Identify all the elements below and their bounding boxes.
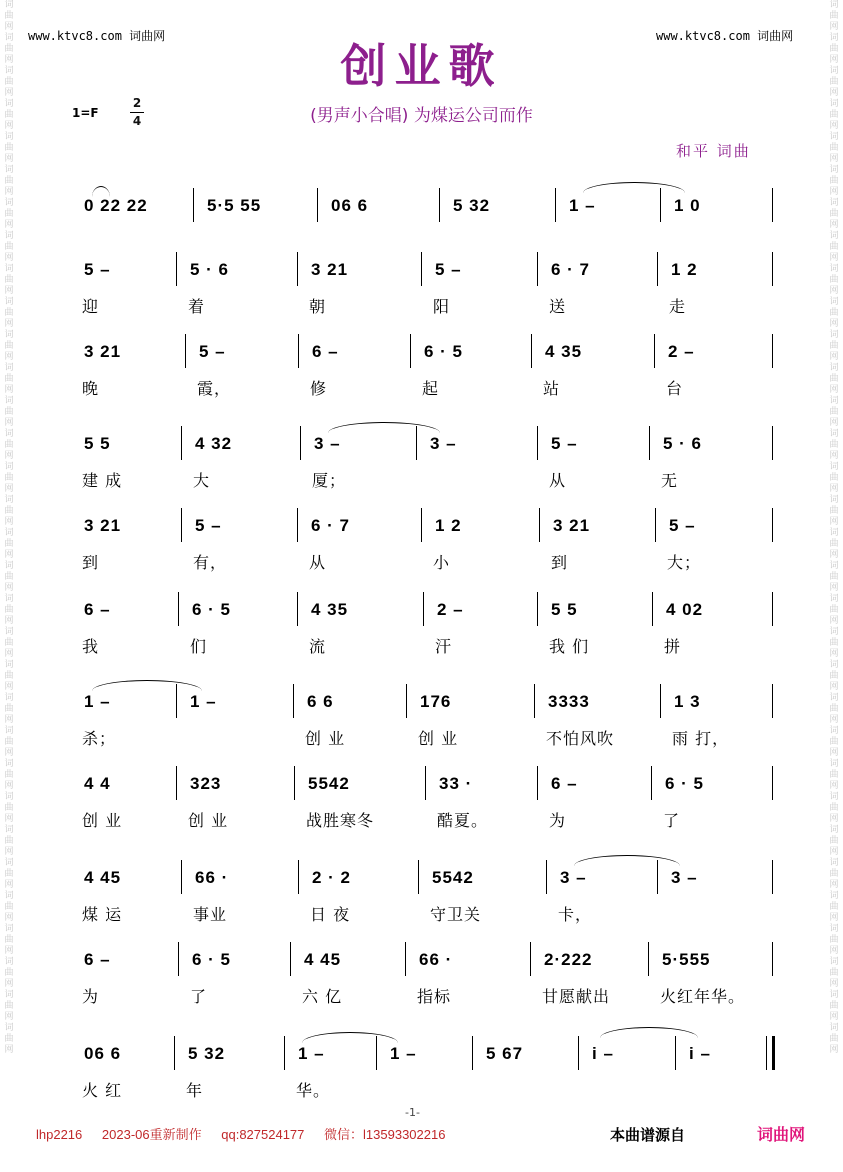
measure-notes: 4 4: [84, 774, 111, 793]
barline: [660, 684, 661, 718]
barline: [772, 188, 773, 222]
measure-notes: 6 · 5: [665, 774, 705, 793]
barline: [290, 942, 291, 976]
measure-notes: 5542: [308, 774, 350, 793]
barline: [772, 592, 773, 626]
measure-lyrics: 事业: [193, 905, 228, 924]
barline: [178, 942, 179, 976]
lyric-row: [0, 984, 843, 1014]
barline: [439, 188, 440, 222]
measure-notes: 5·5 55: [207, 196, 262, 215]
tie-slur: [583, 182, 685, 193]
measure-lyrics: 小: [433, 553, 451, 572]
measure-notes: 1 –: [569, 196, 596, 215]
measure-notes: 0 22 22: [84, 196, 148, 215]
barline: [421, 508, 422, 542]
footer-maker: lhp2216: [36, 1127, 83, 1142]
measure-notes: i –: [689, 1044, 711, 1063]
score-row: [0, 516, 843, 546]
measure-lyrics: 为: [549, 811, 567, 830]
measure-lyrics: 火红年华。: [660, 987, 746, 1006]
footer-qq: qq:827524177: [221, 1127, 305, 1142]
barline: [555, 188, 556, 222]
time-signature: [130, 96, 144, 129]
measure-notes: 5 32: [188, 1044, 226, 1063]
measure-lyrics: 阳: [433, 297, 451, 316]
barline: [657, 252, 658, 286]
measure-lyrics: 不怕风吹: [546, 729, 615, 748]
barline: [406, 684, 407, 718]
measure-lyrics: 雨 打，: [672, 729, 730, 748]
measure-notes: 3 21: [311, 260, 349, 279]
measure-notes: 176: [420, 692, 452, 711]
measure-lyrics: 着: [188, 297, 206, 316]
measure-notes: 5542: [432, 868, 474, 887]
measure-lyrics: 为: [82, 987, 100, 1006]
barline: [176, 766, 177, 800]
measure-lyrics: 晚: [82, 379, 100, 398]
measure-lyrics: 日 夜: [310, 905, 351, 924]
measure-lyrics: 厦；: [312, 471, 347, 490]
measure-lyrics: 走: [669, 297, 687, 316]
measure-notes: 4 35: [545, 342, 583, 361]
measure-lyrics: 起: [422, 379, 440, 398]
measure-lyrics: 我: [82, 637, 100, 656]
score-row: [0, 260, 843, 290]
measure-notes: 5 –: [199, 342, 226, 361]
measure-lyrics: 甘愿献出: [542, 987, 611, 1006]
lyric-row: [0, 468, 843, 498]
lyric-row: [0, 1078, 843, 1108]
footer-source: 本曲谱源自: [610, 1126, 686, 1144]
measure-notes: 06 6: [84, 1044, 122, 1063]
final-barline: [772, 1036, 775, 1070]
measure-lyrics: 汗: [435, 637, 453, 656]
measure-lyrics: 从: [309, 553, 327, 572]
score-row: [0, 342, 843, 372]
barline: [185, 334, 186, 368]
barline: [655, 508, 656, 542]
lyric-row: [0, 726, 843, 756]
meter-divider: [130, 112, 144, 113]
barline: [537, 766, 538, 800]
measure-lyrics: 酷夏。: [437, 811, 489, 830]
lyric-row: [0, 294, 843, 324]
measure-notes: 2·222: [544, 950, 593, 969]
barline: [772, 252, 773, 286]
measure-lyrics: 煤 运: [82, 905, 123, 924]
measure-notes: 4 45: [84, 868, 122, 887]
barline: [297, 592, 298, 626]
barline: [537, 592, 538, 626]
measure-notes: 3 21: [553, 516, 591, 535]
measure-notes: 3 –: [671, 868, 698, 887]
lyric-row: [0, 376, 843, 406]
measure-notes: 5 · 6: [663, 434, 703, 453]
measure-notes: 3 –: [560, 868, 587, 887]
measure-notes: 66 ·: [419, 950, 453, 969]
barline: [176, 252, 177, 286]
measure-notes: 5·555: [662, 950, 711, 969]
measure-lyrics: 拼: [664, 637, 682, 656]
measure-lyrics: 创 业: [82, 811, 123, 830]
measure-notes: 1 –: [390, 1044, 417, 1063]
barline: [472, 1036, 473, 1070]
barline: [675, 1036, 676, 1070]
score-row: [0, 692, 843, 722]
barline: [174, 1036, 175, 1070]
barline: [534, 684, 535, 718]
barline: [660, 188, 661, 222]
song-subtitle: (男声小合唱) 为煤运公司而作: [310, 106, 533, 126]
composer-credit: 和平 词曲: [676, 142, 751, 160]
tie-slur: [92, 680, 202, 691]
measure-notes: 4 35: [311, 600, 349, 619]
measure-notes: 6 –: [551, 774, 578, 793]
barline: [300, 426, 301, 460]
score-row: [0, 868, 843, 898]
watermark-top-right: www.ktvc8.com 词曲网: [656, 29, 794, 43]
watermark-top-left: www.ktvc8.com 词曲网: [28, 29, 166, 43]
measure-notes: 5 67: [486, 1044, 524, 1063]
barline: [772, 766, 773, 800]
key-signature: 1=F: [72, 106, 99, 120]
measure-lyrics: 战胜寒冬: [306, 811, 375, 830]
measure-notes: 2 · 2: [312, 868, 352, 887]
lyric-row: [0, 550, 843, 580]
measure-lyrics: 我 们: [549, 637, 590, 656]
side-watermark-left: 词曲网词曲网词曲网词曲网词曲网词曲网词曲网词曲网词曲网词曲网词曲网词曲网词曲网词曲网词曲网词曲网词曲网词曲网词曲网词曲网词曲网词曲网词曲网词曲网词曲网词曲网词曲网词曲网词曲网词曲网词曲网词曲网: [4, 0, 14, 1055]
measure-lyrics: 创 业: [188, 811, 229, 830]
barline: [423, 592, 424, 626]
barline: [181, 860, 182, 894]
lyric-row: [0, 634, 843, 664]
tie-slur: [574, 855, 680, 866]
measure-notes: 2 –: [437, 600, 464, 619]
barline: [418, 860, 419, 894]
barline: [298, 334, 299, 368]
measure-lyrics: 六 亿: [302, 987, 343, 1006]
footer-wechat: 微信：l13593302216: [324, 1127, 446, 1142]
measure-notes: 6 · 5: [424, 342, 464, 361]
measure-lyrics: 流: [309, 637, 327, 656]
barline: [530, 942, 531, 976]
score-row: [0, 950, 843, 980]
barline: [317, 188, 318, 222]
barline: [294, 766, 295, 800]
song-title: 创业歌: [340, 39, 503, 93]
barline: [578, 1036, 579, 1070]
measure-notes: 6 6: [307, 692, 334, 711]
measure-lyrics: 到: [551, 553, 569, 572]
measure-notes: 6 –: [84, 950, 111, 969]
barline: [178, 592, 179, 626]
barline: [193, 188, 194, 222]
barline: [425, 766, 426, 800]
barline: [649, 426, 650, 460]
barline: [537, 426, 538, 460]
measure-lyrics: 守卫关: [430, 905, 482, 924]
measure-notes: 1 2: [671, 260, 698, 279]
measure-notes: 4 02: [666, 600, 704, 619]
measure-notes: 5 –: [551, 434, 578, 453]
measure-notes: 6 · 7: [311, 516, 351, 535]
side-watermark-right: 词曲网词曲网词曲网词曲网词曲网词曲网词曲网词曲网词曲网词曲网词曲网词曲网词曲网词曲网词曲网词曲网词曲网词曲网词曲网词曲网词曲网词曲网词曲网词曲网词曲网词曲网词曲网词曲网词曲网词曲网词曲网词曲网: [829, 0, 839, 1055]
measure-notes: 6 · 5: [192, 950, 232, 969]
final-barline-thin: [766, 1036, 767, 1070]
barline: [654, 334, 655, 368]
lyric-row: [0, 902, 843, 932]
measure-notes: 5 · 6: [190, 260, 230, 279]
score-row: [0, 1044, 843, 1074]
tie-slur: [92, 186, 110, 197]
measure-lyrics: 送: [549, 297, 567, 316]
barline: [284, 1036, 285, 1070]
measure-notes: 6 –: [312, 342, 339, 361]
measure-notes: 5 5: [84, 434, 111, 453]
score-row: [0, 434, 843, 464]
measure-notes: 1 –: [84, 692, 111, 711]
measure-notes: 66 ·: [195, 868, 229, 887]
barline: [181, 426, 182, 460]
barline: [293, 684, 294, 718]
measure-notes: 5 32: [453, 196, 491, 215]
measure-notes: 5 5: [551, 600, 578, 619]
measure-lyrics: 台: [666, 379, 684, 398]
barline: [546, 860, 547, 894]
measure-lyrics: 朝: [309, 297, 327, 316]
meter-top: 2: [132, 96, 142, 110]
barline: [652, 592, 653, 626]
measure-notes: 6 · 5: [192, 600, 232, 619]
measure-lyrics: 杀；: [82, 729, 117, 748]
measure-lyrics: 了: [190, 987, 208, 1006]
barline: [772, 942, 773, 976]
barline: [531, 334, 532, 368]
barline: [410, 334, 411, 368]
measure-notes: 3 21: [84, 342, 122, 361]
measure-notes: 5 –: [435, 260, 462, 279]
measure-notes: 3 –: [430, 434, 457, 453]
measure-notes: 323: [190, 774, 222, 793]
barline: [772, 334, 773, 368]
measure-notes: 4 32: [195, 434, 233, 453]
barline: [297, 252, 298, 286]
barline: [772, 684, 773, 718]
score-row: [0, 600, 843, 630]
score-row: [0, 196, 843, 226]
measure-notes: 3 21: [84, 516, 122, 535]
measure-lyrics: 迎: [82, 297, 100, 316]
barline: [648, 942, 649, 976]
measure-lyrics: 卡，: [558, 905, 593, 924]
measure-lyrics: 创 业: [418, 729, 459, 748]
measure-notes: 3 –: [314, 434, 341, 453]
tie-slur: [328, 422, 440, 433]
measure-notes: 1 3: [674, 692, 701, 711]
barline: [405, 942, 406, 976]
measure-notes: 6 · 7: [551, 260, 591, 279]
barline: [298, 860, 299, 894]
measure-lyrics: 创 业: [305, 729, 346, 748]
barline: [772, 426, 773, 460]
barline: [181, 508, 182, 542]
measure-notes: i –: [592, 1044, 614, 1063]
measure-notes: 5 –: [84, 260, 111, 279]
measure-lyrics: 无: [661, 471, 679, 490]
measure-notes: 3333: [548, 692, 590, 711]
measure-lyrics: 到: [82, 553, 100, 572]
measure-notes: 5 –: [195, 516, 222, 535]
footer-info: [36, 1124, 461, 1143]
measure-notes: 1 –: [190, 692, 217, 711]
measure-lyrics: 霞，: [197, 379, 232, 398]
measure-lyrics: 们: [190, 637, 208, 656]
measure-lyrics: 指标: [417, 987, 452, 1006]
measure-lyrics: 火 红: [82, 1081, 123, 1100]
page-number: -1-: [405, 1106, 420, 1119]
measure-notes: 06 6: [331, 196, 369, 215]
measure-notes: 2 –: [668, 342, 695, 361]
barline: [537, 252, 538, 286]
barline: [772, 860, 773, 894]
barline: [651, 766, 652, 800]
footer-date: 2023-06重新制作: [101, 1127, 202, 1142]
measure-notes: 33 ·: [439, 774, 473, 793]
barline: [297, 508, 298, 542]
footer-brand: 词曲网: [757, 1125, 806, 1144]
measure-notes: 1 2: [435, 516, 462, 535]
measure-lyrics: 大；: [667, 553, 702, 572]
tie-slur: [302, 1032, 398, 1043]
barline: [772, 508, 773, 542]
measure-notes: 1 –: [298, 1044, 325, 1063]
lyric-row: [0, 808, 843, 838]
score-row: [0, 774, 843, 804]
tie-slur: [600, 1027, 698, 1038]
measure-lyrics: 站: [543, 379, 561, 398]
measure-lyrics: 修: [310, 379, 328, 398]
measure-notes: 4 45: [304, 950, 342, 969]
measure-lyrics: 建 成: [82, 471, 123, 490]
measure-lyrics: 有，: [193, 553, 228, 572]
measure-lyrics: 年: [186, 1081, 204, 1100]
measure-notes: 5 –: [669, 516, 696, 535]
measure-lyrics: 了: [663, 811, 681, 830]
measure-lyrics: 华。: [296, 1081, 331, 1100]
barline: [421, 252, 422, 286]
measure-notes: 1 0: [674, 196, 701, 215]
measure-notes: 6 –: [84, 600, 111, 619]
measure-lyrics: 大: [193, 471, 211, 490]
measure-lyrics: 从: [549, 471, 567, 490]
barline: [539, 508, 540, 542]
meter-bottom: 4: [132, 114, 142, 128]
